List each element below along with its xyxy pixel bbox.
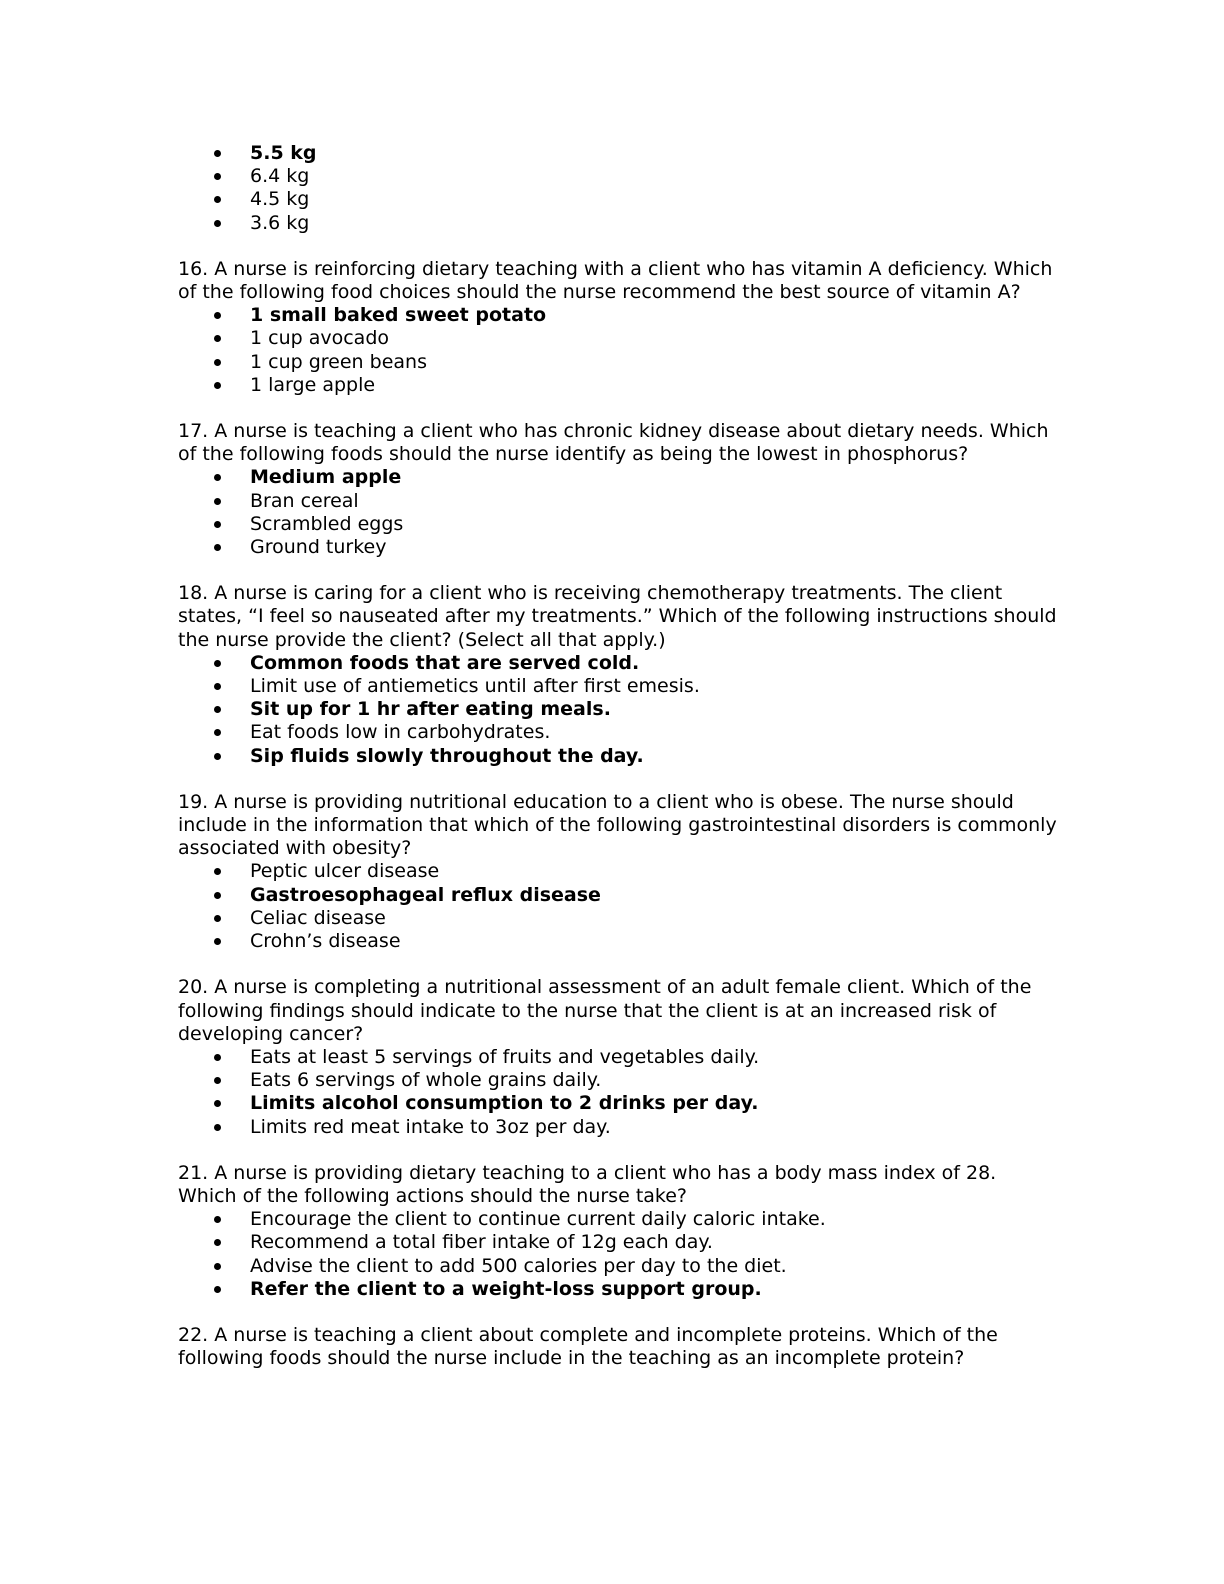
bullet-icon xyxy=(214,660,221,667)
answer-option xyxy=(178,1116,1058,1139)
bullet-icon xyxy=(214,1124,221,1131)
answer-option-text: Ground turkey xyxy=(250,536,387,559)
answer-option-text: 1 cup green beans xyxy=(250,350,427,373)
answer-option-text: Refer the client to a weight-loss support group. xyxy=(250,1277,762,1300)
answer-option-text: Limits alcohol consumption to 2 drinks per day. xyxy=(250,1092,759,1115)
answer-option-text: Advise the client to add 500 calories per day to the diet. xyxy=(250,1254,787,1277)
answer-option-text: Sip fluids slowly throughout the day. xyxy=(250,744,644,767)
answer-option-text: Common foods that are served cold. xyxy=(250,651,640,674)
bullet-icon xyxy=(214,150,221,157)
answer-options xyxy=(178,466,1058,559)
bullet-icon xyxy=(214,1263,221,1270)
answer-option-text: Gastroesophageal reflux disease xyxy=(250,883,601,906)
bullet-icon xyxy=(214,220,221,227)
answer-option xyxy=(178,188,1058,211)
question-list xyxy=(178,258,1058,1371)
question-block xyxy=(178,1324,1058,1370)
answer-option xyxy=(178,1231,1058,1254)
question-stem: 18. A nurse is caring for a client who is receiving chemotherapy treatments. The client states, “I feel so nauseated after my treatments.” Which of the following instructions should the nurse provide the client? (Select all that apply.) xyxy=(178,582,1057,651)
answer-option-text: Sit up for 1 hr after eating meals. xyxy=(250,698,611,721)
bullet-icon xyxy=(214,1239,221,1246)
question-block xyxy=(178,582,1058,768)
answer-option-text: 5.5 kg xyxy=(250,142,317,164)
answer-option xyxy=(178,536,1058,559)
bullet-icon xyxy=(214,1286,221,1293)
answer-option xyxy=(178,1046,1058,1069)
answer-option-correct xyxy=(178,745,1058,768)
answer-option-text: 6.4 kg xyxy=(250,165,310,188)
question-stem: 20. A nurse is completing a nutritional assessment of an adult female client. Which of the following findings should indicate to the nurse that the client is at an increased risk of developing cancer? xyxy=(178,976,1032,1045)
answer-options xyxy=(178,1208,1058,1301)
bullet-icon xyxy=(214,498,221,505)
question-stem: 22. A nurse is teaching a client about complete and incomplete proteins. Which of the following foods should the nurse include in the teaching as an incomplete protein? xyxy=(178,1323,998,1370)
answer-options xyxy=(178,652,1058,768)
answer-option-correct xyxy=(178,652,1058,675)
answer-option xyxy=(178,374,1058,397)
question-block xyxy=(178,976,1058,1138)
answer-option-correct xyxy=(178,466,1058,489)
answer-option-text: 1 small baked sweet potato xyxy=(250,304,547,327)
answer-option-text: 4.5 kg xyxy=(250,188,310,211)
question-stem: 17. A nurse is teaching a client who has chronic kidney disease about dietary needs. Which of the following foods should the nurse identify as being the lowest in phosphorus? xyxy=(178,420,1049,466)
answer-option xyxy=(178,513,1058,536)
answer-option-text: Peptic ulcer disease xyxy=(250,860,440,883)
bullet-icon xyxy=(214,196,221,203)
bullet-icon xyxy=(214,1054,221,1061)
answer-option-text: Crohn’s disease xyxy=(250,930,401,953)
answer-option xyxy=(178,165,1058,188)
bullet-icon xyxy=(214,729,221,736)
answer-option-text: Bran cereal xyxy=(250,489,359,512)
answer-option-correct xyxy=(178,884,1058,907)
bullet-icon xyxy=(214,1216,221,1223)
answer-option xyxy=(178,907,1058,930)
answer-options xyxy=(178,142,1058,235)
question-block xyxy=(178,420,1058,559)
bullet-icon xyxy=(214,706,221,713)
answer-option-correct xyxy=(178,698,1058,721)
bullet-icon xyxy=(214,753,221,760)
answer-option-correct xyxy=(178,142,1058,165)
answer-options xyxy=(178,860,1058,953)
answer-option xyxy=(178,1255,1058,1278)
page-content xyxy=(178,142,1058,1370)
answer-option xyxy=(178,675,1058,698)
bullet-icon xyxy=(214,915,221,922)
bullet-icon xyxy=(214,173,221,180)
bullet-icon xyxy=(214,382,221,389)
bullet-icon xyxy=(214,521,221,528)
answer-option-text: Encourage the client to continue current daily caloric intake. xyxy=(250,1208,826,1231)
answer-option-text: Medium apple xyxy=(250,466,402,489)
answer-options xyxy=(178,304,1058,397)
bullet-icon xyxy=(214,1100,221,1107)
answer-option xyxy=(178,212,1058,235)
question-block xyxy=(178,791,1058,953)
answer-option-text: Scrambled eggs xyxy=(250,512,404,535)
answer-option-text: 3.6 kg xyxy=(250,211,310,234)
question-block xyxy=(178,1162,1058,1301)
answer-option xyxy=(178,351,1058,374)
answer-option xyxy=(178,721,1058,744)
bullet-icon xyxy=(214,683,221,690)
answer-option xyxy=(178,860,1058,883)
bullet-icon xyxy=(214,359,221,366)
answer-options xyxy=(178,1046,1058,1139)
answer-option-text: Recommend a total fiber intake of 12g each day. xyxy=(250,1231,713,1254)
answer-option xyxy=(178,1069,1058,1092)
answer-option-text: Eats at least 5 servings of fruits and vegetables daily. xyxy=(250,1045,760,1068)
answer-option-text: Eat foods low in carbohydrates. xyxy=(250,721,551,744)
answer-option-text: 1 cup avocado xyxy=(250,327,390,350)
answer-option xyxy=(178,1208,1058,1231)
bullet-icon xyxy=(214,544,221,551)
bullet-icon xyxy=(214,335,221,342)
bullet-icon xyxy=(214,868,221,875)
question-stem: 19. A nurse is providing nutritional education to a client who is obese. The nurse should include in the information that which of the following gastrointestinal disorders is commonly associated with obesity? xyxy=(178,790,1057,860)
bullet-icon xyxy=(214,312,221,319)
answer-option-text: 1 large apple xyxy=(250,373,376,396)
bullet-icon xyxy=(214,1077,221,1084)
bullet-icon xyxy=(214,938,221,945)
answer-option-text: Limit use of antiemetics until after first emesis. xyxy=(250,675,700,698)
bullet-icon xyxy=(214,474,221,481)
answer-option xyxy=(178,930,1058,953)
answer-option xyxy=(178,490,1058,513)
answer-option xyxy=(178,327,1058,350)
answer-option-correct xyxy=(178,1092,1058,1115)
answer-option-correct xyxy=(178,304,1058,327)
question-stem: 21. A nurse is providing dietary teaching to a client who has a body mass index of 28. Which of the following actions should the nurse take? xyxy=(178,1161,997,1207)
answer-option-text: Eats 6 servings of whole grains daily. xyxy=(250,1069,602,1092)
bullet-icon xyxy=(214,892,221,899)
question-block xyxy=(178,258,1058,397)
answer-option-correct xyxy=(178,1278,1058,1301)
question-stem: 16. A nurse is reinforcing dietary teaching with a client who has vitamin A deficiency. Which of the following food choices should the nurse recommend the best source of vitamin A? xyxy=(178,257,1053,304)
answer-option-text: Limits red meat intake to 3oz per day. xyxy=(250,1115,611,1138)
answer-option-text: Celiac disease xyxy=(250,906,386,929)
